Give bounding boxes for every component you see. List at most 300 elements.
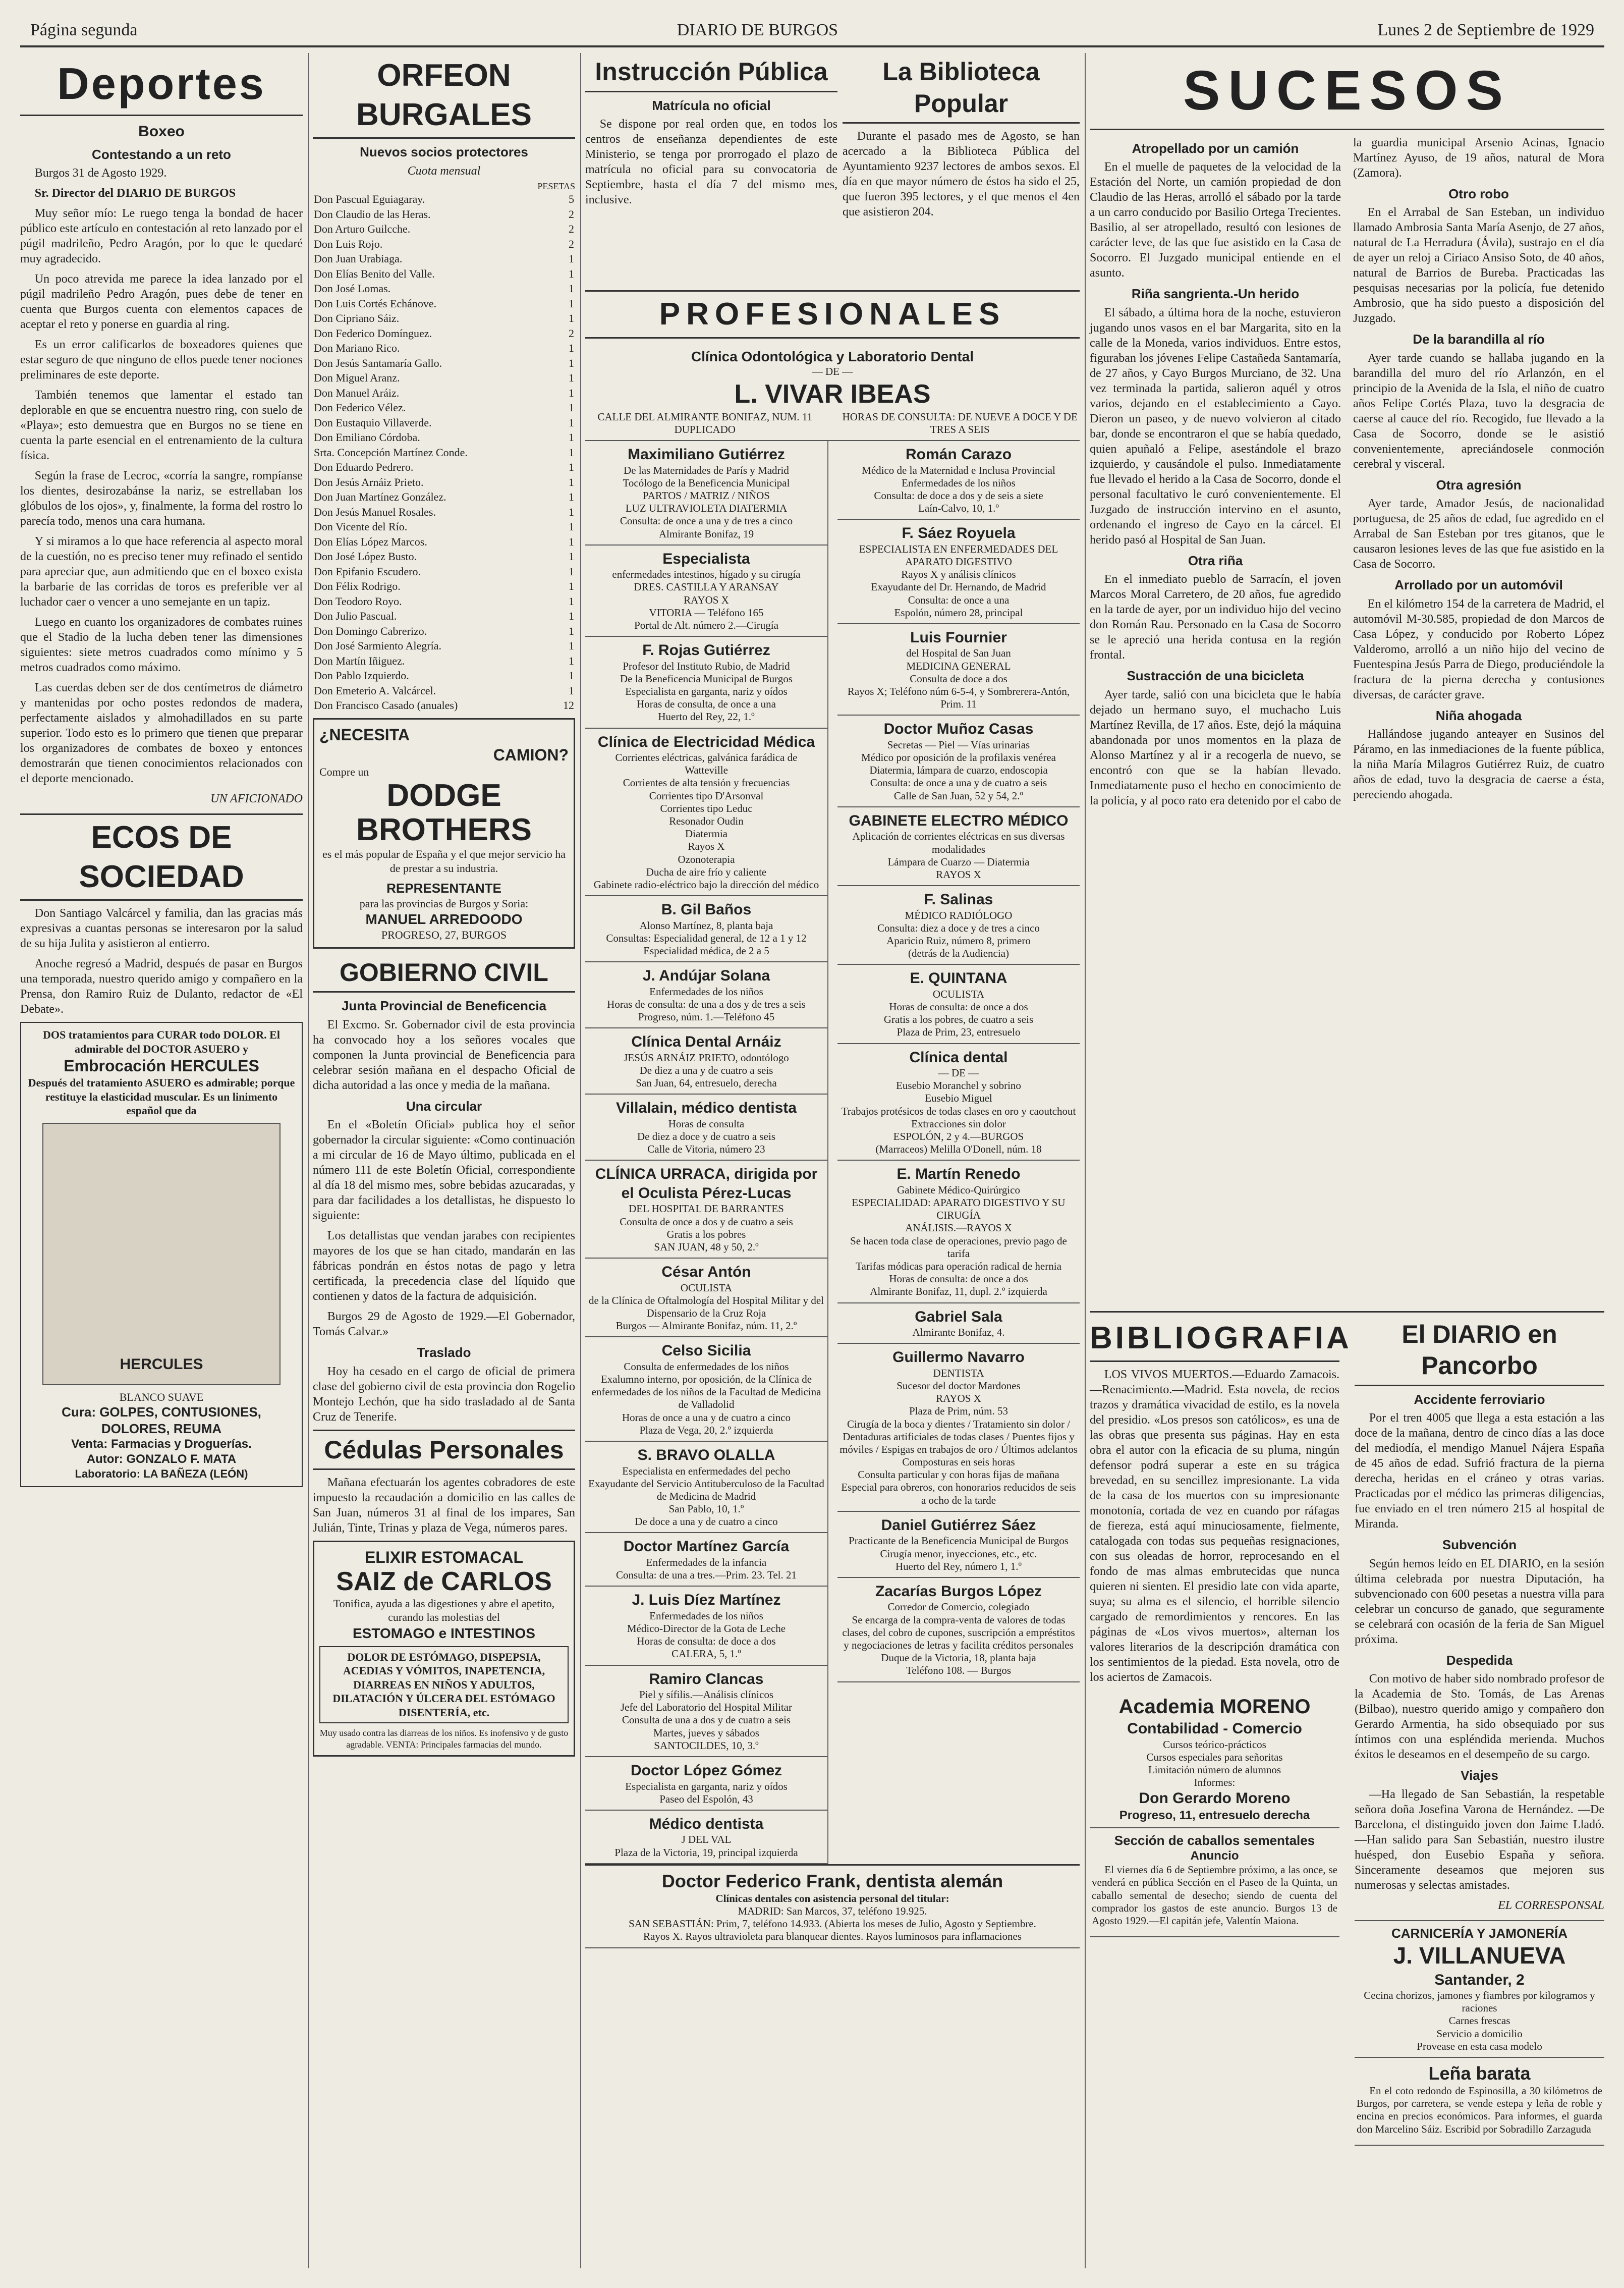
donor-name: Don Jesús Manuel Rosales. xyxy=(314,505,436,518)
donor-row xyxy=(313,549,575,564)
orfeon-subtitle: Cuota mensual xyxy=(407,164,481,178)
donor-amount: 1 xyxy=(569,416,574,429)
donor-row xyxy=(313,564,575,579)
caballos-sub: Anuncio xyxy=(1190,1849,1239,1863)
donor-name: Don Luis Cortés Echánove. xyxy=(314,297,437,310)
vivar-de: — DE — xyxy=(812,365,853,377)
elixir-t5: DOLOR DE ESTÓMAGO, DISPEPSIA, ACEDIAS Y VÓMITOS, INAPETENCIA, DIARREAS EN NIÑOS Y ADULTOS, DILATACIÓN Y ÚLCERA DEL ESTÓMAGO DISENTERÍA, etc. xyxy=(319,1646,569,1724)
professional-detail: RAYOS X xyxy=(936,1392,981,1405)
professional-ad xyxy=(585,1811,827,1864)
professional-detail: Corrientes eléctricas, galvánica farádica de xyxy=(615,751,798,764)
professional-detail: RAYOS X xyxy=(684,593,729,606)
professional-detail: DENTISTA xyxy=(933,1367,984,1379)
professional-detail: Sucesor del doctor Mardones xyxy=(897,1379,1021,1392)
professional-detail: del Hospital de San Juan xyxy=(906,647,1011,660)
professional-detail: Ozonoterapia xyxy=(678,853,735,865)
frank-l2: MADRID: San Marcos, 37, teléfono 19.925. xyxy=(738,1904,927,1917)
donor-amount: 1 xyxy=(569,580,574,592)
header-date: Lunes 2 de Septiembre de 1929 xyxy=(1377,21,1594,39)
professional-detail: Exalumno interno, por oposición, de la Clínica de enfermedades de los niños de la Facultad de Medicina de Valladolid xyxy=(591,1373,821,1411)
carniceria-ad xyxy=(1355,1920,1604,2058)
donor-row xyxy=(313,609,575,624)
donor-amount: 1 xyxy=(569,491,574,503)
donor-row xyxy=(313,698,575,713)
professional-detail: Exayudante del Dr. Hernando, de Madrid xyxy=(871,581,1046,593)
donor-amount: 5 xyxy=(569,193,574,205)
donor-row xyxy=(313,251,575,266)
professional-ad xyxy=(585,1161,827,1259)
cedulas-banner: Cédulas Personales xyxy=(313,1430,575,1470)
professional-detail: Consulta: de once a una y de tres a cinco xyxy=(620,515,793,527)
donor-amount: 1 xyxy=(569,297,574,310)
carniceria-l4: Provease en esta casa modelo xyxy=(1417,2040,1542,2052)
dodge-name: MANUEL ARREDOODO xyxy=(365,911,523,928)
professional-name: S. BRAVO OLALLA xyxy=(637,1447,775,1463)
donor-name: Don Eustaquio Villaverde. xyxy=(314,416,432,429)
vivar-name: L. VIVAR IBEAS xyxy=(734,379,931,409)
vivar-addr: CALLE DEL ALMIRANTE BONIFAZ, NUM. 11 DUPLICADO xyxy=(597,410,813,435)
news-text: Hallándose jugando anteayer en Susinos del Páramo, en las inmediaciones de la fuente pública, la niña María Milagros Gutiérrez Ruiz, de cuatro años de edad, tuvo la desgracia de caerse a ésta, pereciendo ahogada. xyxy=(1353,728,1604,801)
professional-detail: Médico de la Maternidad e Inclusa Provincial xyxy=(862,464,1055,476)
professional-detail: Watteville xyxy=(685,764,728,777)
instruccion-title: Matrícula no oficial xyxy=(652,97,771,113)
elixir-ad xyxy=(313,1541,575,1757)
donor-row xyxy=(313,386,575,401)
donor-name: Don Domingo Cabrerizo. xyxy=(314,624,427,637)
professional-detail: Plaza de Prim, 23, entresuelo xyxy=(897,1026,1021,1039)
donor-name: Don Manuel Aráiz. xyxy=(314,386,400,399)
professional-detail: Gabinete Médico-Quirúrgico xyxy=(897,1183,1020,1196)
professional-name: Doctor Muñoz Casas xyxy=(883,721,1034,738)
professional-detail: J DEL VAL xyxy=(681,1833,732,1846)
orfeon-title: Nuevos socios protectores xyxy=(360,144,528,159)
donor-name: Don Luis Rojo. xyxy=(314,237,383,250)
professional-ad xyxy=(585,1337,827,1442)
donor-row xyxy=(313,430,575,445)
column-rule xyxy=(1085,53,1086,2268)
column-instruccion xyxy=(585,53,837,212)
bibliografia-column xyxy=(1090,1316,1352,2146)
gobierno-p4: Burgos 29 de Agosto de 1929.—El Gobernador, Tomás Calvar.» xyxy=(313,1310,575,1339)
donor-name: Don Vicente del Río. xyxy=(314,520,408,533)
hercules-autor: Autor: GONZALO F. MATA xyxy=(86,1452,237,1466)
donor-amount: 1 xyxy=(569,282,574,295)
newspaper-page xyxy=(20,15,1604,2276)
news-text: En el inmediato pueblo de Sarracín, el joven Marcos Moral Carretero, de 20 años, fue agredido en la tarde de ayer, por un individuo hijo del vecino don Román Rau. Personado en la Casa de Socorro se le apreció una herida contusa en la región frontal. xyxy=(1090,573,1341,662)
professional-detail: Huerto del Rey, 22, 1.º xyxy=(658,711,755,723)
professional-detail: OCULISTA xyxy=(932,988,985,1000)
professional-ad xyxy=(837,520,1080,624)
donor-name: Don Miguel Aranz. xyxy=(314,371,400,384)
news-headline: De la barandilla al río xyxy=(1413,332,1545,347)
lena-title: Leña barata xyxy=(1428,2062,1531,2084)
orfeon-donor-table xyxy=(313,192,575,713)
carniceria-addr: Santander, 2 xyxy=(1434,1971,1525,1988)
professional-name: Gabriel Sala xyxy=(915,1308,1002,1325)
professional-name: F. Salinas xyxy=(924,891,993,908)
academia-ad xyxy=(1090,1690,1339,1828)
professional-detail: Especialista en enfermedades del pecho xyxy=(622,1464,791,1477)
header-page-label: Página segunda xyxy=(30,21,138,39)
vivar-top: Clínica Odontológica y Laboratorio Dental xyxy=(691,348,974,364)
donor-amount: 1 xyxy=(569,624,574,637)
donor-amount: 1 xyxy=(569,446,574,459)
donor-row xyxy=(313,222,575,237)
professional-detail: Corrientes tipo Leduc xyxy=(660,802,753,814)
deportes-signature: UN AFICIONADO xyxy=(210,792,303,805)
professional-ad xyxy=(585,1259,827,1337)
donor-name: Don José Lomas. xyxy=(314,282,391,295)
professional-detail: Corredor de Comercio, colegiado xyxy=(887,1601,1030,1613)
dodge-brand-2: BROTHERS xyxy=(356,812,532,848)
professional-detail: Resonador Oudin xyxy=(669,815,744,827)
column-biblioteca xyxy=(843,53,1080,225)
news-headline: Subvención xyxy=(1442,1537,1517,1552)
professional-ad xyxy=(837,965,1080,1044)
donor-amount: 1 xyxy=(569,639,574,652)
hercules-cura: Cura: GOLPES, CONTUSIONES, DOLORES, REUMA xyxy=(62,1404,261,1436)
professional-name: Maximiliano Gutiérrez xyxy=(628,446,785,463)
deportes-banner: Deportes xyxy=(20,53,303,116)
donor-amount: 1 xyxy=(569,371,574,384)
hercules-text: Después del tratamiento ASUERO es admirable; porque restituye la elasticidad muscular. Es un linimento español que da xyxy=(28,1076,295,1117)
donor-name: Don Martín Iñiguez. xyxy=(314,654,405,667)
donor-name: Don Eduardo Pedrero. xyxy=(314,461,414,473)
professional-detail: Consulta particular y con horas fijas de mañana xyxy=(858,1468,1059,1481)
donor-name: Don Mariano Rico. xyxy=(314,342,400,354)
donor-row xyxy=(313,296,575,311)
hercules-intro: DOS tratamientos para CURAR todo DOLOR. El admirable del DOCTOR ASUERO y xyxy=(43,1028,280,1055)
instruccion-banner: Instrucción Pública xyxy=(585,53,837,92)
deportes-para: Un poco atrevida me parece la idea lanzado por el púgil madrileño Pedro Aragón, pues debe de tener en cuenta que Burgos cuenta con elementos capaces de aceptar el reto y ponerse en guardia al ring. xyxy=(20,273,303,331)
donor-name: Don Juan Urabiaga. xyxy=(314,252,403,265)
donor-row xyxy=(313,370,575,386)
donor-row xyxy=(313,237,575,252)
donor-name: Srta. Concepción Martínez Conde. xyxy=(314,446,468,459)
donor-amount: 1 xyxy=(569,342,574,354)
news-text: El sábado, a última hora de la noche, estuvieron jugando unos vasos en el bar Margarita, sito en la calle de la Moneda, varios individuos. Entre estos, figuraban los jóvenes Felipe Castañeda Santamaría, de 27 años, y Cayo Burgos Murciano, de 32. Una vez terminada la partida, salieron aquél y otros varios, dejando en el establecimiento a Cayo. Dieron un paseo, y de nuevo volvieron al citado bar, donde se encontraron el que se había quedado, quien apuñaló a Felipe, asestándole el brazo izquierdo, y causándole el pulso. Inmediatamente fue llevado el herido a la Casa de Socorro, donde el personal facultativo le curó convenientemente. El Juzgado de instrucción intervino en el asunto, ordenando el ingreso de Cayo en la cárcel. El herido pasó al Hospital de San Juan. xyxy=(1090,306,1341,547)
professional-detail: Consulta de una a dos y de cuatro a seis xyxy=(622,1714,791,1726)
news-headline: Otra riña xyxy=(1188,553,1243,568)
caballos-title: Sección de caballos sementales xyxy=(1114,1832,1315,1848)
gobierno-h1: Junta Provincial de Beneficencia xyxy=(341,998,547,1014)
professional-detail: Eusebio Moranchel y sobrino xyxy=(896,1079,1021,1092)
professional-detail: Consulta: de doce a dos y de seis a siete xyxy=(874,489,1043,502)
donor-name: Don Félix Rodrigo. xyxy=(314,580,401,592)
donor-row xyxy=(313,207,575,222)
deportes-dateline: Burgos 31 de Agosto 1929. xyxy=(34,167,167,180)
gobierno-banner: GOBIERNO CIVIL xyxy=(313,954,575,993)
deportes-para: Luego en cuanto los organizadores de combates ruines que el Stadio de la lucha deben tener las dimensiones siguientes: siete metros cuadrados como mínimo y 5 metros cuadrados como máximo. xyxy=(20,616,303,674)
professional-detail: Rayos X y análisis clínicos xyxy=(901,568,1016,581)
professional-detail: Almirante Bonifaz, 4. xyxy=(912,1326,1005,1339)
profesionales-banner: PROFESIONALES xyxy=(585,290,1080,339)
news-text: En el kilómetro 154 de la carretera de Madrid, el automóvil M-30.585, propiedad de don Marcos de Casa López, y conducido por Roberto López Valderomo, arrolló a un niño hijo del vecino de Fuentespina Jesús Parra de Diego, produciéndole la fractura de la pierna derecha y contusiones diversas, de carácter grave. xyxy=(1353,597,1604,701)
donor-row xyxy=(313,266,575,282)
professional-ad xyxy=(585,1587,827,1665)
donor-name: Don Pablo Izquierdo. xyxy=(314,669,409,682)
hercules-ad xyxy=(20,1022,303,1487)
elixir-t4: ESTOMAGO e INTESTINOS xyxy=(353,1625,535,1641)
news-text: —Ha llegado de San Sebastián, la respetable señora doña Josefina Varona de Hernández. —De Barcelona, el distinguido joven don Jaime Lladó. —Han salido para San Sebastián, nuestro ilustre huésped, don Eusebio España y señora. Sinceramente deseamos que mejoren sus numerosas y selectas amistades. xyxy=(1355,1787,1604,1892)
professional-ad xyxy=(837,624,1080,716)
elixir-t2: SAIZ de CARLOS xyxy=(336,1567,552,1597)
donor-row xyxy=(313,192,575,207)
deportes-title: Contestando a un reto xyxy=(92,146,231,162)
professional-detail: De la Beneficencia Municipal de Burgos xyxy=(620,672,793,685)
professional-detail: DRES. CASTILLA Y ARANSAY xyxy=(634,581,779,593)
donor-name: Don Francisco Casado (anuales) xyxy=(314,699,458,712)
professional-ad xyxy=(837,1512,1080,1578)
news-headline: Accidente ferroviario xyxy=(1414,1391,1545,1407)
professional-name: Doctor Martínez García xyxy=(623,1538,790,1555)
ecos-para: Anoche regresó a Madrid, después de pasar en Burgos una temporada, nuestro querido amigo y compañero en la Prensa, don Ramiro Ruiz de Dulanto, redactor de «El Debate». xyxy=(20,957,303,1016)
news-headline: Niña ahogada xyxy=(1435,707,1522,723)
professional-detail: Almirante Bonifaz, 11, dupl. 2.º izquierda xyxy=(870,1285,1047,1298)
donor-row xyxy=(313,579,575,594)
professional-ad xyxy=(585,1442,827,1533)
professional-detail: Enfermedades de la infancia xyxy=(646,1556,767,1568)
professional-name: E. QUINTANA xyxy=(910,970,1007,987)
dodge-brand-1: DODGE xyxy=(386,778,501,813)
donor-row xyxy=(313,683,575,698)
donor-row xyxy=(313,341,575,356)
professional-detail: Horas de consulta, de once a una xyxy=(637,698,776,711)
professional-detail: Horas de consulta: de doce a dos xyxy=(637,1635,776,1648)
professional-detail: VITORIA — Teléfono 165 xyxy=(649,606,764,619)
professional-detail: Calle de Vitoria, número 23 xyxy=(647,1143,765,1156)
news-headline: Viajes xyxy=(1461,1768,1498,1783)
donor-row xyxy=(313,653,575,669)
hercules-blanco: BLANCO SUAVE xyxy=(119,1390,204,1403)
professional-detail: Aparicio Ruiz, número 8, primero xyxy=(886,934,1031,947)
pancorbo-column xyxy=(1355,1316,1604,2146)
professional-name: Guillermo Navarro xyxy=(892,1349,1025,1366)
professional-detail: De doce a una y de cuatro a cinco xyxy=(635,1515,778,1528)
professional-detail: Plaza de la Victoria, 19, principal izquierda xyxy=(614,1846,798,1859)
deportes-para: Es un error calificarlos de boxeadores quienes que estar seguro de que ninguno de ellos puede tener nociones preliminares de este deporte. xyxy=(20,338,303,382)
professional-detail: Consulta de doce a dos xyxy=(910,672,1007,685)
professional-name: CLÍNICA URRACA, dirigida por el Oculista Pérez-Lucas xyxy=(595,1166,818,1202)
professional-detail: Enfermedades de los niños xyxy=(649,985,763,998)
professional-ad xyxy=(585,896,827,962)
professional-name: J. Luis Díez Martínez xyxy=(632,1592,781,1609)
professional-detail: Martes, jueves y sábados xyxy=(653,1726,759,1739)
donor-amount: 1 xyxy=(569,475,574,488)
professional-detail: Extracciones sin dolor xyxy=(911,1117,1006,1130)
vivar-ad xyxy=(585,344,1080,442)
dodge-desc: es el más popular de España y el que mejor servicio ha de prestar a su industria. xyxy=(322,848,566,875)
hercules-illustration xyxy=(42,1123,281,1385)
professional-detail: Portal de Alt. número 2.—Cirugía xyxy=(634,619,778,631)
professional-detail: Trabajos protésicos de todas clases en oro y caoutchout xyxy=(841,1105,1076,1117)
carniceria-name: J. VILLANUEVA xyxy=(1393,1942,1566,1969)
news-headline: Riña sangrienta.-Un herido xyxy=(1131,286,1300,301)
news-headline: Sustracción de una bicicleta xyxy=(1127,668,1304,683)
news-text: Ayer tarde, Amador Jesús, de nacionalidad portuguesa, de 25 años de edad, fue agredido en el Arrabal de San Esteban por tres gitanos, que le causaron lesiones leves de las que fue asistido en la Casa de Socorro. xyxy=(1353,497,1604,571)
professional-detail: Piel y sífilis.—Análisis clínicos xyxy=(639,1688,773,1701)
donor-row xyxy=(313,594,575,609)
column-sucesos xyxy=(1090,53,1604,2146)
donor-name: Don Pascual Eguiagaray. xyxy=(314,193,425,205)
elixir-t1: ELIXIR ESTOMACAL xyxy=(364,1548,524,1567)
professional-name: Médico dentista xyxy=(649,1815,764,1832)
professional-detail: Se hacen toda clase de operaciones, previo pago de tarifa xyxy=(850,1234,1067,1260)
gobierno-h2: Una circular xyxy=(406,1098,482,1114)
carniceria-l3: Servicio a domicilio xyxy=(1436,2027,1523,2040)
profesionales-section xyxy=(585,290,1080,1948)
professional-name: Doctor López Gómez xyxy=(630,1762,782,1779)
professional-name: GABINETE ELECTRO MÉDICO xyxy=(849,812,1069,829)
professional-detail: Practicante de la Beneficencia Municipal de Burgos xyxy=(849,1535,1069,1547)
professional-detail: Consulta: de once a una y de cuatro a seis xyxy=(870,777,1047,789)
academia-l2: Cursos especiales para señoritas xyxy=(1146,1751,1283,1763)
professional-detail: Especialista en garganta, nariz y oídos xyxy=(625,685,788,697)
professional-name: Ramiro Clancas xyxy=(649,1670,764,1687)
donor-row xyxy=(313,475,575,490)
professional-detail: Duque de la Victoria, 18, planta baja xyxy=(881,1652,1036,1664)
donor-name: Don José Sarmiento Alegría. xyxy=(314,639,441,652)
professional-name: Clínica dental xyxy=(909,1049,1008,1066)
dodge-addr: PROGRESO, 27, BURGOS xyxy=(381,929,507,942)
header-masthead: DIARIO DE BURGOS xyxy=(677,21,838,39)
professional-ad xyxy=(585,1095,827,1161)
professional-name: F. Rojas Gutiérrez xyxy=(642,642,770,659)
professional-ad xyxy=(585,637,827,728)
deportes-para: Las cuerdas deben ser de dos centímetros de diámetro y mantenidas por ocho postes redondos de madera, perfectamente aislados y almohadillados en su parte superior. Todo esto es lo primero que tienen que preparar los organizadores de combates de boxeo y entonces demostrarán que tienen conocimientos relacionados con el deporte mencionado. xyxy=(20,681,303,785)
professional-name: César Antón xyxy=(661,1264,751,1281)
professional-detail: Composturas en seis horas xyxy=(902,1456,1015,1468)
news-headline: Despedida xyxy=(1446,1652,1513,1668)
professional-detail: Almirante Bonifaz, 19 xyxy=(658,527,754,540)
professional-name: Daniel Gutiérrez Sáez xyxy=(881,1516,1036,1534)
frank-name: Doctor Federico Frank, dentista alemán xyxy=(661,1870,1003,1891)
orfeon-banner: ORFEON BURGALES xyxy=(313,53,575,139)
professional-detail: De diez a doce y de cuatro a seis xyxy=(637,1130,776,1142)
caballos-ad xyxy=(1090,1828,1339,1937)
professional-detail: OCULISTA xyxy=(680,1281,733,1294)
professional-detail: Eusebio Miguel xyxy=(925,1092,992,1105)
professional-detail: Consulta de enfermedades de los niños xyxy=(624,1360,789,1373)
news-headline: Otra agresión xyxy=(1436,477,1522,493)
dodge-rep: REPRESENTANTE xyxy=(386,881,501,896)
professional-detail: Consulta: de once a una xyxy=(908,593,1010,606)
donor-name: Don Juan Martínez González. xyxy=(314,491,446,503)
professional-name: E. Martín Renedo xyxy=(897,1166,1021,1183)
biblioteca-banner: La Biblioteca Popular xyxy=(843,53,1080,124)
professional-name: Villalain, médico dentista xyxy=(616,1100,797,1117)
donor-name: Don José López Busto. xyxy=(314,550,417,563)
donor-amount: 1 xyxy=(569,610,574,622)
professional-detail: MEDICINA GENERAL xyxy=(906,660,1011,672)
professional-detail: De las Maternidades de París y Madrid xyxy=(624,464,789,476)
professional-detail: Médico por oposición de la profilaxis venérea xyxy=(861,751,1056,764)
professional-detail: Horas de consulta xyxy=(668,1117,745,1130)
professional-ad xyxy=(585,1533,827,1587)
pancorbo-banner: El DIARIO en Pancorbo xyxy=(1355,1316,1604,1386)
donor-amount: 12 xyxy=(563,699,574,712)
instruccion-text: Se dispone por real orden que, en todos los centros de enseñanza dependientes de este Ministerio, se tenga por prorrogado el plazo de matrícula no oficial para su convocatoria de Septiembre, hasta el día 7 del mismo mes, inclusive. xyxy=(585,118,837,206)
donor-name: Don Epifanio Escudero. xyxy=(314,565,421,578)
biblioteca-text: Durante el pasado mes de Agosto, se han acercado a la Biblioteca Pública del Ayuntamiento 9237 lectores de ambos sexos. El día en que mayor número de éstos ha sido el 25, que fueron 395 lectores, y el que menos el 4en que asistieron 204. xyxy=(843,130,1080,219)
professional-detail: Especial para obreros, con honorarios reducidos de seis a ocho de la tarde xyxy=(841,1481,1076,1506)
professional-name: Clínica de Electricidad Médica xyxy=(597,733,815,750)
academia-l4: Informes: xyxy=(1194,1776,1236,1789)
gobierno-p2: En el «Boletín Oficial» publica hoy el señor gobernador la circular siguiente: «Como continuación a mi circular de 16 de Mayo último, publicada en el número 111 de este Boletín Oficial, correspondiente al día 18 del mismo mes, sobre bebidas azucaradas, y para dar facilidades a los detallistas, he dispuesto lo siguiente: xyxy=(313,1118,575,1223)
donor-amount: 1 xyxy=(569,684,574,697)
carniceria-t: CARNICERÍA Y JAMONERÍA xyxy=(1391,1925,1568,1941)
professional-detail: Progreso, núm. 1.—Teléfono 45 xyxy=(638,1011,775,1023)
donor-amount: 1 xyxy=(569,505,574,518)
donor-amount: 1 xyxy=(569,461,574,473)
donor-row xyxy=(313,624,575,639)
donor-name: Don Elías López Marcos. xyxy=(314,535,427,548)
donor-row xyxy=(313,311,575,326)
professional-name: J. Andújar Solana xyxy=(642,967,770,985)
dodge-prov: para las provincias de Burgos y Soria: xyxy=(359,897,529,910)
donor-amount: 1 xyxy=(569,252,574,265)
donor-amount: 1 xyxy=(569,535,574,548)
professional-detail: JESÚS ARNÁIZ PRIETO, odontólogo xyxy=(624,1051,789,1064)
professional-detail: MÉDICO RADIÓLOGO xyxy=(905,909,1013,921)
professional-detail: Horas de once a una y de cuatro a cinco xyxy=(622,1411,791,1424)
professional-detail: Huerto del Rey, número 1, 1.º xyxy=(895,1560,1022,1572)
news-headline: Otro robo xyxy=(1448,186,1509,201)
donor-amount: 1 xyxy=(569,594,574,608)
professional-ad xyxy=(585,962,827,1028)
professional-ad xyxy=(585,729,827,897)
hercules-lab: Laboratorio: LA BAÑEZA (LEÓN) xyxy=(75,1467,248,1480)
professional-ad xyxy=(837,441,1080,520)
profesionales-left xyxy=(585,441,828,1864)
professional-detail: Secretas — Piel — Vías urinarias xyxy=(887,738,1030,751)
donor-row xyxy=(313,638,575,653)
professional-detail: Médico-Director de la Gota de Leche xyxy=(627,1622,786,1635)
professional-ad xyxy=(837,1303,1080,1344)
professional-detail: Laín-Calvo, 10, 1.º xyxy=(918,502,999,515)
news-text: Ayer tarde cuando se hallaba jugando en la barandilla del muro del río Arlanzón, en el principio de la Avenida de la Isla, el niño de cuatro años Felipe Cortés Plaza, tuvo la desgracia de caerse al cauce del río. Recogido, fue llevado a la Casa de Socorro, donde se le asistió convenientemente, apreciándosele conmoción cerebral y visceral. xyxy=(1353,351,1604,471)
dodge-question-1: ¿NECESITA xyxy=(319,725,410,744)
professional-name: Luis Fournier xyxy=(910,629,1007,646)
donor-amount: 1 xyxy=(569,520,574,533)
professional-detail: Teléfono 108. — Burgos xyxy=(906,1664,1012,1677)
professional-detail: Consulta: diez a doce y de tres a cinco xyxy=(877,921,1040,934)
donor-amount: 1 xyxy=(569,669,574,682)
gobierno-h3: Traslado xyxy=(417,1345,471,1360)
professional-detail: Alonso Martínez, 8, planta baja xyxy=(639,919,773,932)
donor-amount: 1 xyxy=(569,654,574,667)
academia-sub: Contabilidad - Comercio xyxy=(1127,1720,1302,1737)
donor-row xyxy=(313,505,575,520)
donor-row xyxy=(313,281,575,296)
donor-name: Don Jesús Santamaría Gallo. xyxy=(314,356,442,369)
professional-ad xyxy=(837,886,1080,965)
professional-detail: Rayos X xyxy=(688,840,725,853)
news-text: Por el tren 4005 que llega a esta estación a las doce de la mañana, dentro de cinco días a las doce del mediodía, el mendigo Manuel Nájera España de 45 años de edad. Sufrió fractura de la pierna derecha, heridas en el cráneo y otras varias. Practicadas por el médico las primeras diligencias, fue enviado en el tren número 215 al hospital de Miranda. xyxy=(1355,1411,1604,1531)
donor-name: Don Elías Benito del Valle. xyxy=(314,267,435,280)
professional-detail: Ducha de aire frío y caliente xyxy=(646,865,767,878)
deportes-para: Y si miramos a lo que hace referencia al aspecto moral de la cuestión, no es preciso tener muy refinado el sentido para apreciar que, aun admitiendo que en el boxeo exista la barbarie de las corridas de toros es preferible ver al luchador caer o vencer a uno semejante en un tapiz. xyxy=(20,535,303,609)
donor-name: Don Emeterio A. Valcárcel. xyxy=(314,684,436,697)
lena-ad xyxy=(1355,2058,1604,2146)
donor-row xyxy=(313,326,575,341)
profesionales-right xyxy=(837,441,1080,1864)
news-headline: Atropellado por un camión xyxy=(1132,140,1299,156)
vivar-hours: HORAS DE CONSULTA: DE NUEVE A DOCE Y DE TRES A SEIS xyxy=(842,410,1078,435)
professional-detail: Horas de consulta: de once a dos xyxy=(889,1273,1028,1285)
donor-name: Don Arturo Guilcche. xyxy=(314,223,411,235)
gobierno-p1: El Excmo. Sr. Gobernador civil de esta provincia ha convocado hoy a los señores vocales que componen la Junta provincial de Beneficencia para celebrar sesión mañana en el despacho Oficial de dicha autoridad a las once y media de la mañana. xyxy=(313,1018,575,1092)
